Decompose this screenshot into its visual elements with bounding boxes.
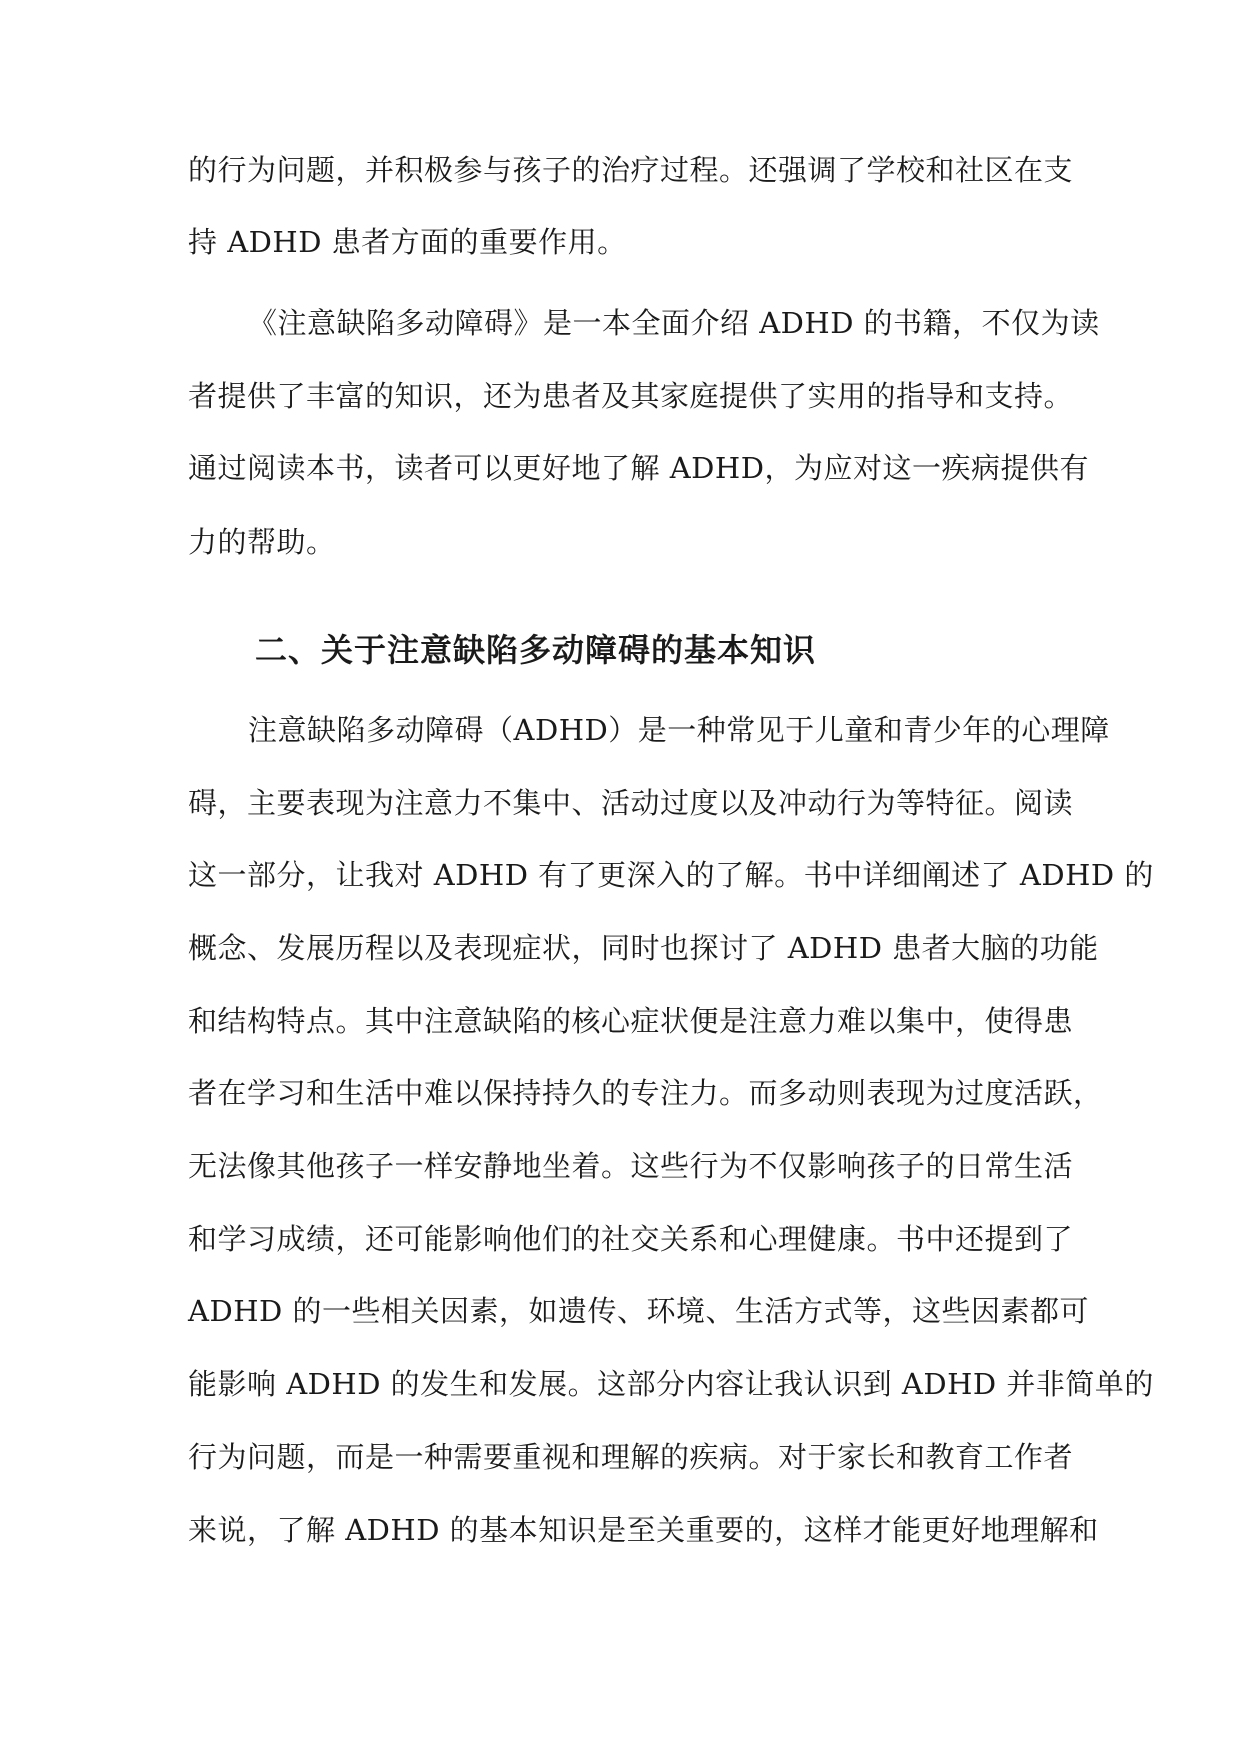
text-line: 碍，主要表现为注意力不集中、活动过度以及冲动行为等特征。阅读 (188, 786, 1074, 820)
text-line: 行为问题，而是一种需要重视和理解的疾病。对于家长和教育工作者 (188, 1440, 1074, 1474)
text-line: 通过阅读本书，读者可以更好地了解 ADHD，为应对这一疾病提供有 (188, 451, 1089, 485)
text-line: 和学习成绩，还可能影响他们的社交关系和心理健康。书中还提到了 (188, 1222, 1074, 1256)
text-line: 能影响 ADHD 的发生和发展。这部分内容让我认识到 ADHD 并非简单的 (188, 1367, 1154, 1401)
text-line: 和结构特点。其中注意缺陷的核心症状便是注意力难以集中，使得患 (188, 1004, 1074, 1038)
text-line: 的行为问题，并积极参与孩子的治疗过程。还强调了学校和社区在支 (188, 153, 1074, 187)
text-line: ADHD 的一些相关因素，如遗传、环境、生活方式等，这些因素都可 (188, 1294, 1089, 1328)
text-line: 来说，了解 ADHD 的基本知识是至关重要的，这样才能更好地理解和 (188, 1513, 1099, 1547)
text-line: 者在学习和生活中难以保持持久的专注力。而多动则表现为过度活跃， (188, 1076, 1103, 1110)
text-line: 概念、发展历程以及表现症状，同时也探讨了 ADHD 患者大脑的功能 (188, 931, 1099, 965)
text-line: 者提供了丰富的知识，还为患者及其家庭提供了实用的指导和支持。 (188, 379, 1074, 413)
text-line: 这一部分，让我对 ADHD 有了更深入的了解。书中详细阐述了 ADHD 的 (188, 858, 1154, 892)
text-line: 无法像其他孩子一样安静地坐着。这些行为不仅影响孩子的日常生活 (188, 1149, 1074, 1183)
section-heading: 二、关于注意缺陷多动障碍的基本知识 (255, 631, 817, 669)
text-line: 持 ADHD 患者方面的重要作用。 (188, 225, 627, 259)
paragraph-first-line: 注意缺陷多动障碍（ADHD）是一种常见于儿童和青少年的心理障 (248, 713, 1110, 747)
paragraph-first-line: 《注意缺陷多动障碍》是一本全面介绍 ADHD 的书籍，不仅为读 (248, 306, 1100, 340)
text-line: 力的帮助。 (188, 525, 336, 559)
